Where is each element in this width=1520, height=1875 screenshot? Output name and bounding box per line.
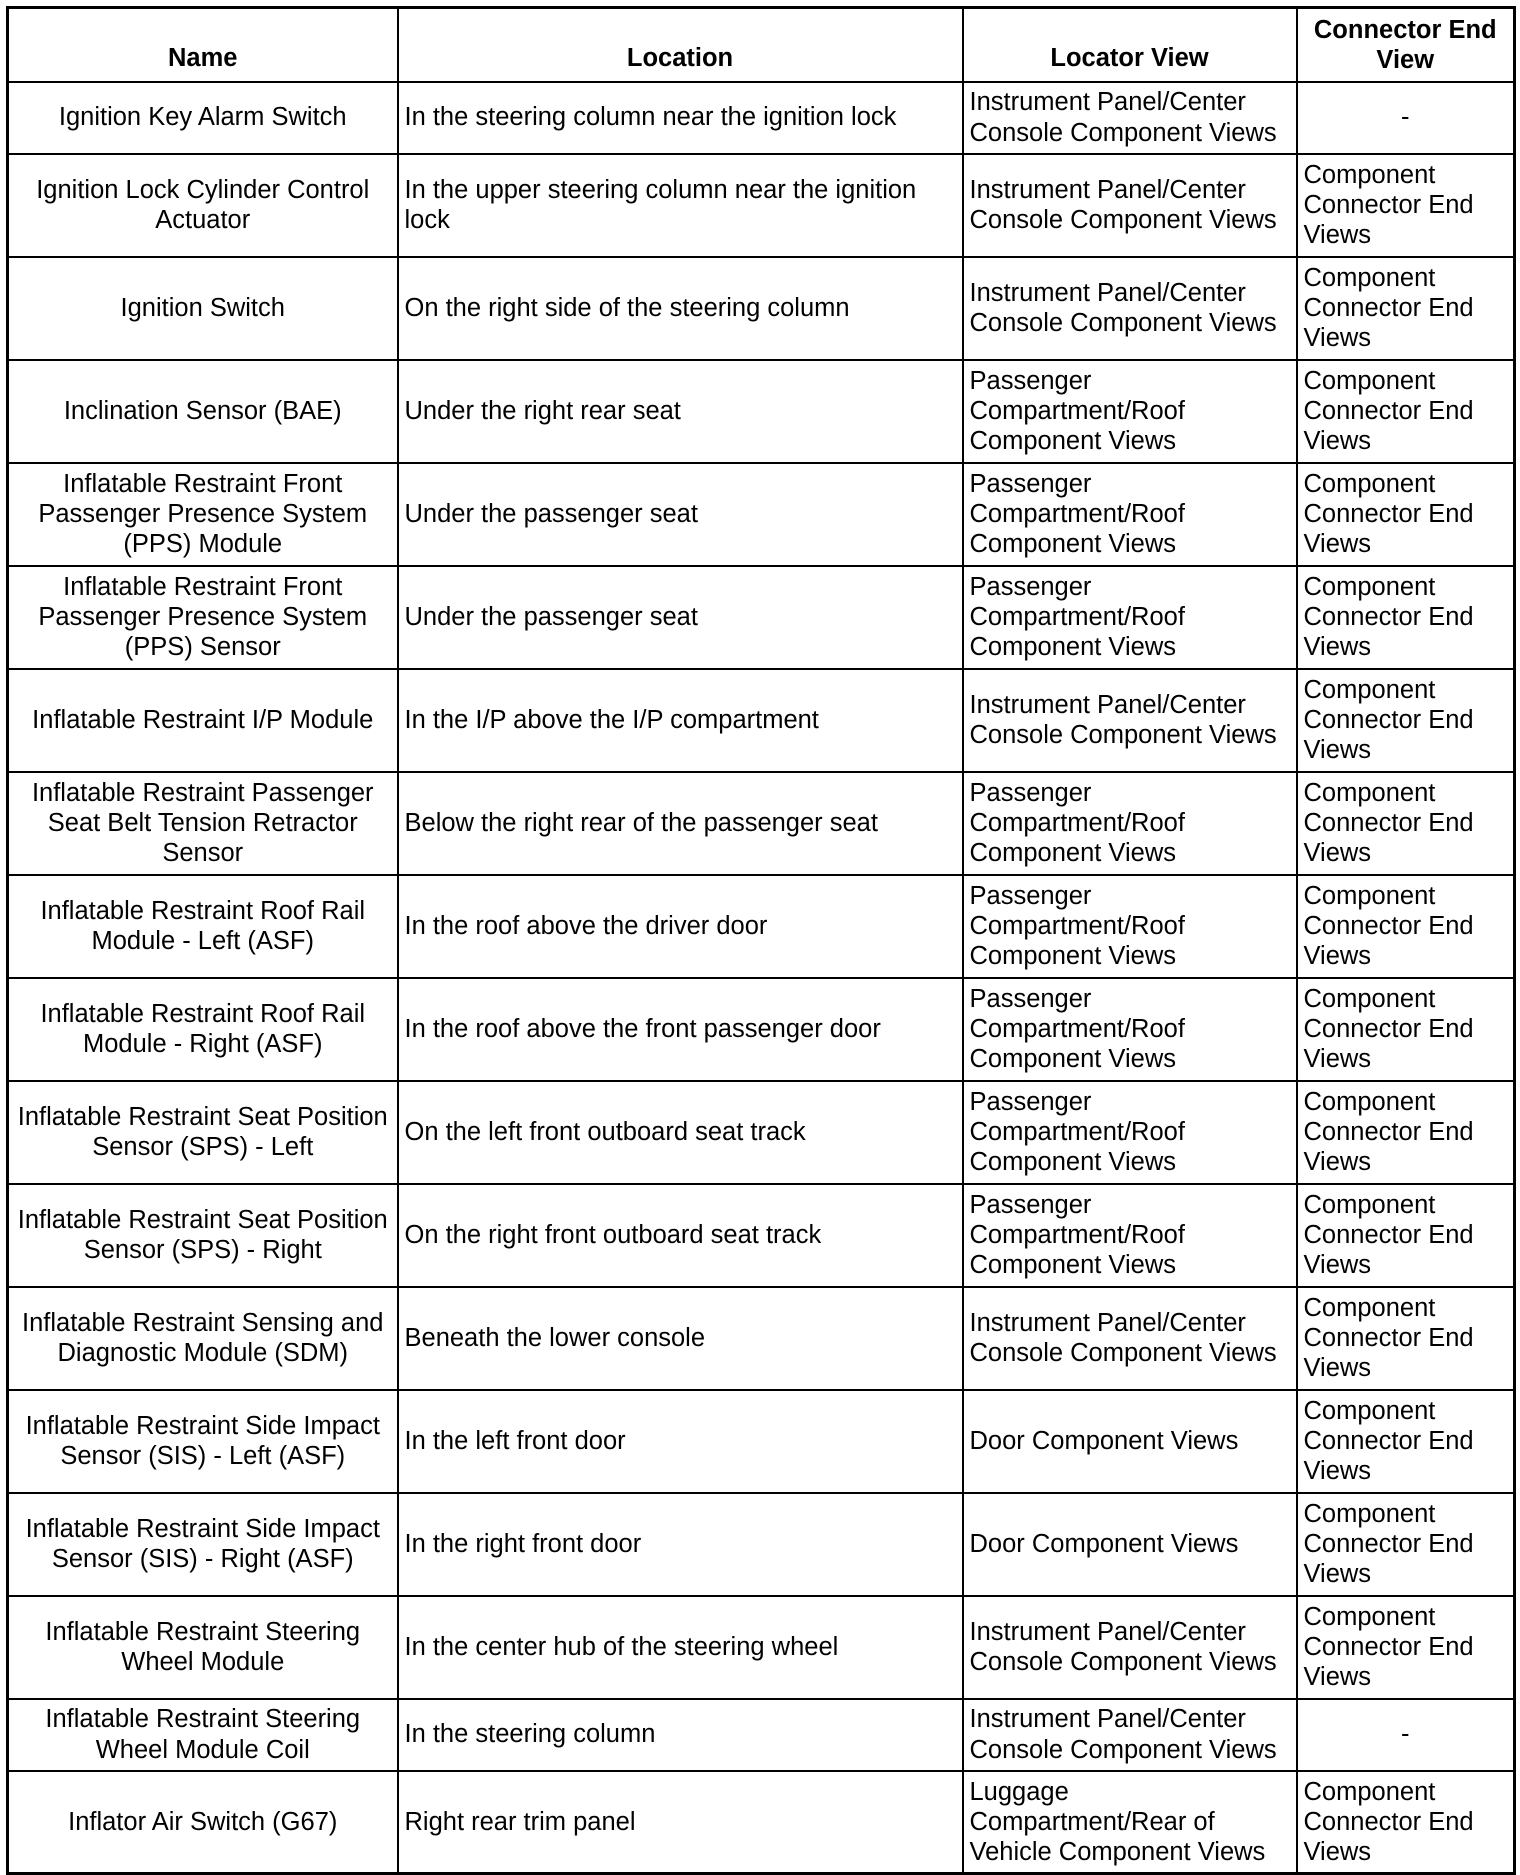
cell-name: Inflatable Restraint I/P Module bbox=[8, 669, 398, 772]
table-row bbox=[8, 1390, 1515, 1493]
cell-name: Inflatable Restraint Side Impact Sensor (SIS) - Left (ASF) bbox=[8, 1390, 398, 1493]
cell-location: On the right front outboard seat track bbox=[398, 1184, 963, 1287]
cell-name: Ignition Key Alarm Switch bbox=[8, 82, 398, 154]
cell-connector-end-view: - bbox=[1297, 82, 1515, 154]
cell-name: Inflatable Restraint Steering Wheel Module Coil bbox=[8, 1699, 398, 1771]
cell-name: Inflatable Restraint Seat Position Sensor (SPS) - Right bbox=[8, 1184, 398, 1287]
cell-locator-view: Passenger Compartment/Roof Component Views bbox=[963, 463, 1297, 566]
cell-location: Below the right rear of the passenger seat bbox=[398, 772, 963, 875]
table-row bbox=[8, 257, 1515, 360]
table-row bbox=[8, 463, 1515, 566]
cell-name: Inflatable Restraint Front Passenger Presence System (PPS) Module bbox=[8, 463, 398, 566]
cell-name: Ignition Switch bbox=[8, 257, 398, 360]
cell-location: In the I/P above the I/P compartment bbox=[398, 669, 963, 772]
table-row bbox=[8, 1081, 1515, 1184]
cell-connector-end-view: Component Connector End Views bbox=[1297, 1493, 1515, 1596]
table-row bbox=[8, 669, 1515, 772]
table-row bbox=[8, 566, 1515, 669]
cell-connector-end-view: Component Connector End Views bbox=[1297, 1771, 1515, 1874]
table-row bbox=[8, 978, 1515, 1081]
cell-location: In the upper steering column near the ignition lock bbox=[398, 154, 963, 257]
table-row bbox=[8, 1699, 1515, 1771]
cell-name: Inflatable Restraint Sensing and Diagnostic Module (SDM) bbox=[8, 1287, 398, 1390]
header-name: Name bbox=[8, 8, 398, 82]
table-row bbox=[8, 154, 1515, 257]
cell-location: Under the passenger seat bbox=[398, 463, 963, 566]
table-row bbox=[8, 1287, 1515, 1390]
cell-connector-end-view: Component Connector End Views bbox=[1297, 978, 1515, 1081]
cell-name: Inflatable Restraint Front Passenger Presence System (PPS) Sensor bbox=[8, 566, 398, 669]
cell-locator-view: Passenger Compartment/Roof Component Views bbox=[963, 978, 1297, 1081]
header-row bbox=[8, 8, 1515, 82]
cell-location: Beneath the lower console bbox=[398, 1287, 963, 1390]
cell-locator-view: Passenger Compartment/Roof Component Views bbox=[963, 772, 1297, 875]
cell-location: In the right front door bbox=[398, 1493, 963, 1596]
cell-locator-view: Luggage Compartment/Rear of Vehicle Component Views bbox=[963, 1771, 1297, 1874]
cell-locator-view: Instrument Panel/Center Console Component Views bbox=[963, 1287, 1297, 1390]
cell-connector-end-view: Component Connector End Views bbox=[1297, 360, 1515, 463]
cell-name: Inflatable Restraint Steering Wheel Module bbox=[8, 1596, 398, 1699]
cell-location: Right rear trim panel bbox=[398, 1771, 963, 1874]
cell-connector-end-view: Component Connector End Views bbox=[1297, 669, 1515, 772]
cell-location: In the roof above the front passenger door bbox=[398, 978, 963, 1081]
cell-connector-end-view: Component Connector End Views bbox=[1297, 1596, 1515, 1699]
table-row bbox=[8, 1771, 1515, 1874]
cell-connector-end-view: Component Connector End Views bbox=[1297, 566, 1515, 669]
cell-locator-view: Instrument Panel/Center Console Component Views bbox=[963, 154, 1297, 257]
cell-locator-view: Passenger Compartment/Roof Component Views bbox=[963, 875, 1297, 978]
cell-connector-end-view: Component Connector End Views bbox=[1297, 1287, 1515, 1390]
cell-name: Inflatable Restraint Roof Rail Module - Left (ASF) bbox=[8, 875, 398, 978]
cell-connector-end-view: Component Connector End Views bbox=[1297, 463, 1515, 566]
cell-locator-view: Passenger Compartment/Roof Component Views bbox=[963, 360, 1297, 463]
cell-locator-view: Passenger Compartment/Roof Component Views bbox=[963, 1184, 1297, 1287]
table-row bbox=[8, 360, 1515, 463]
table-row bbox=[8, 875, 1515, 978]
component-locator-table bbox=[6, 6, 1516, 1875]
cell-name: Inflator Air Switch (G67) bbox=[8, 1771, 398, 1874]
table-body bbox=[8, 82, 1515, 1874]
header-connector-end-view: Connector End View bbox=[1297, 8, 1515, 82]
cell-locator-view: Instrument Panel/Center Console Component Views bbox=[963, 1699, 1297, 1771]
cell-locator-view: Door Component Views bbox=[963, 1390, 1297, 1493]
cell-location: In the roof above the driver door bbox=[398, 875, 963, 978]
cell-connector-end-view: Component Connector End Views bbox=[1297, 875, 1515, 978]
cell-name: Inflatable Restraint Passenger Seat Belt Tension Retractor Sensor bbox=[8, 772, 398, 875]
cell-name: Inflatable Restraint Seat Position Sensor (SPS) - Left bbox=[8, 1081, 398, 1184]
header-locator-view: Locator View bbox=[963, 8, 1297, 82]
table-row bbox=[8, 1596, 1515, 1699]
cell-locator-view: Instrument Panel/Center Console Component Views bbox=[963, 257, 1297, 360]
table-row bbox=[8, 1184, 1515, 1287]
cell-connector-end-view: Component Connector End Views bbox=[1297, 1184, 1515, 1287]
cell-location: In the steering column bbox=[398, 1699, 963, 1771]
cell-name: Ignition Lock Cylinder Control Actuator bbox=[8, 154, 398, 257]
table-row bbox=[8, 82, 1515, 154]
cell-location: Under the right rear seat bbox=[398, 360, 963, 463]
table-row bbox=[8, 772, 1515, 875]
cell-connector-end-view: Component Connector End Views bbox=[1297, 154, 1515, 257]
cell-connector-end-view: Component Connector End Views bbox=[1297, 1390, 1515, 1493]
cell-locator-view: Instrument Panel/Center Console Component Views bbox=[963, 82, 1297, 154]
cell-locator-view: Passenger Compartment/Roof Component Views bbox=[963, 566, 1297, 669]
cell-location: In the steering column near the ignition lock bbox=[398, 82, 963, 154]
cell-location: Under the passenger seat bbox=[398, 566, 963, 669]
cell-locator-view: Door Component Views bbox=[963, 1493, 1297, 1596]
cell-connector-end-view: - bbox=[1297, 1699, 1515, 1771]
cell-locator-view: Instrument Panel/Center Console Component Views bbox=[963, 669, 1297, 772]
cell-location: On the right side of the steering column bbox=[398, 257, 963, 360]
cell-locator-view: Instrument Panel/Center Console Component Views bbox=[963, 1596, 1297, 1699]
cell-locator-view: Passenger Compartment/Roof Component Views bbox=[963, 1081, 1297, 1184]
cell-connector-end-view: Component Connector End Views bbox=[1297, 257, 1515, 360]
cell-connector-end-view: Component Connector End Views bbox=[1297, 772, 1515, 875]
header-location: Location bbox=[398, 8, 963, 82]
cell-name: Inflatable Restraint Side Impact Sensor (SIS) - Right (ASF) bbox=[8, 1493, 398, 1596]
cell-location: On the left front outboard seat track bbox=[398, 1081, 963, 1184]
cell-connector-end-view: Component Connector End Views bbox=[1297, 1081, 1515, 1184]
cell-location: In the left front door bbox=[398, 1390, 963, 1493]
cell-name: Inclination Sensor (BAE) bbox=[8, 360, 398, 463]
cell-location: In the center hub of the steering wheel bbox=[398, 1596, 963, 1699]
cell-name: Inflatable Restraint Roof Rail Module - Right (ASF) bbox=[8, 978, 398, 1081]
table-row bbox=[8, 1493, 1515, 1596]
